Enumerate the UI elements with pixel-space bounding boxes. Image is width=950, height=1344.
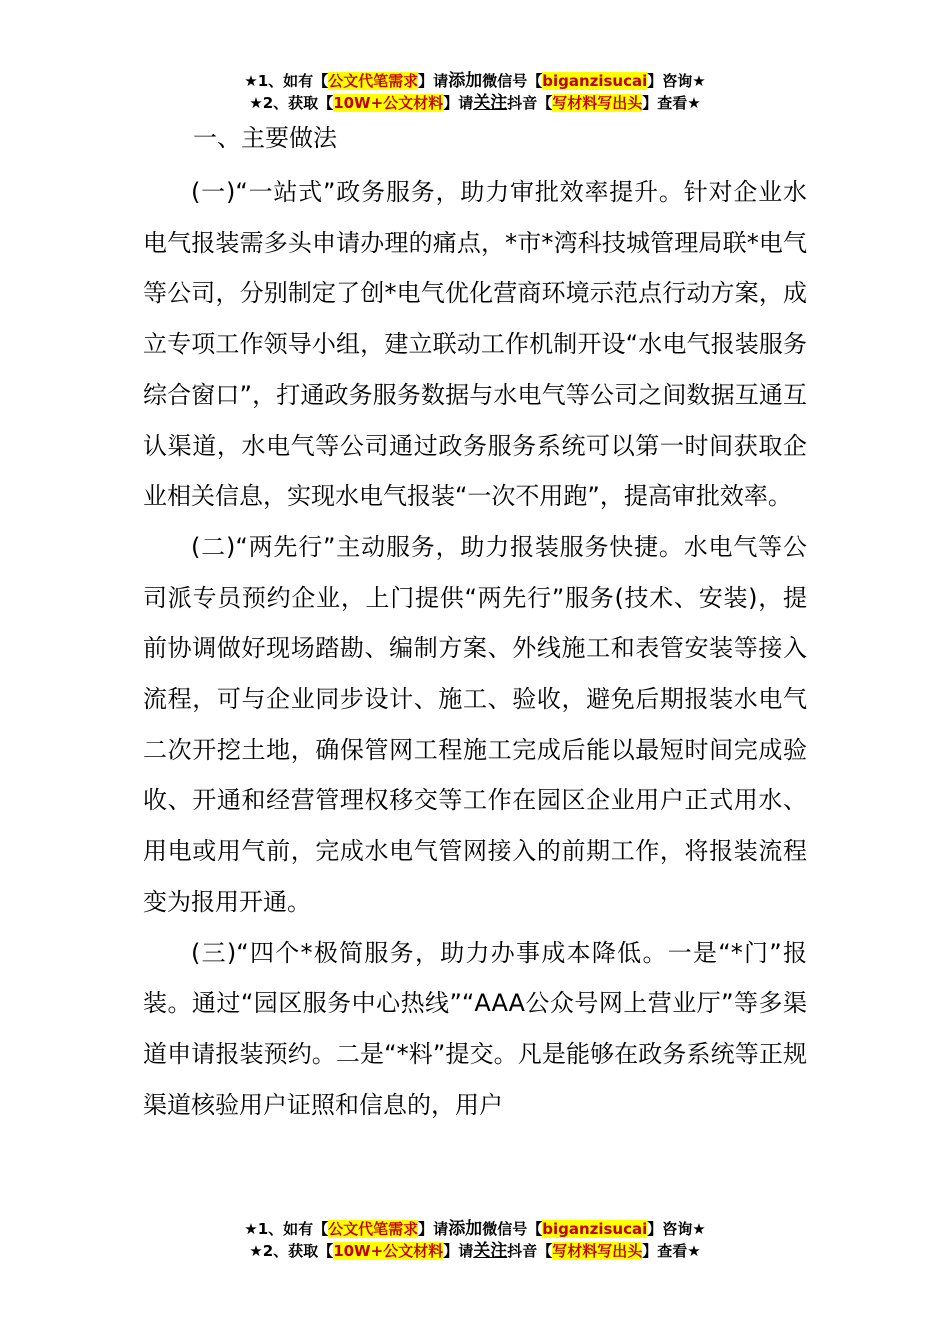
emphasis-text: 添加 xyxy=(448,1219,483,1239)
banner-text: 】查看★ xyxy=(642,94,701,112)
wechat-id: biganzisucai xyxy=(542,1220,648,1238)
paragraph-1 xyxy=(143,167,807,522)
banner-text: 】请 xyxy=(443,94,474,112)
emphasis-text: 关注 xyxy=(473,93,508,113)
section-heading: 一、主要做法 xyxy=(193,124,337,152)
top-banner xyxy=(0,70,950,114)
banner-text: 抖音【 xyxy=(507,1242,553,1260)
bottom-banner xyxy=(0,1218,950,1262)
douyin-id: 写材料写出头 xyxy=(552,94,643,112)
emphasis-text: 添加 xyxy=(448,71,483,91)
banner-text: 】查看★ xyxy=(642,1242,701,1260)
banner-text: 】咨询★ xyxy=(647,72,706,90)
banner-text: ★1、如有【 xyxy=(244,72,329,90)
banner-text: 】咨询★ xyxy=(647,1220,706,1238)
paragraph-2 xyxy=(143,522,807,928)
paragraph-text: (三)“四个*极简服务，助力办事成本降低。一是“*门”报装。通过“园区服务中心热线”“AAA公众号网上营业厅”等多渠道申请报装预约。二是“*料”提交。凡是能够在政务系统等正规渠道核验用户证照和信息的，用户 xyxy=(143,938,807,1119)
highlight-text: 公文代笔需求 xyxy=(328,1220,419,1238)
banner-line-1 xyxy=(0,1218,950,1240)
douyin-id: 写材料写出头 xyxy=(552,1242,643,1260)
emphasis-text: 关注 xyxy=(473,1241,508,1261)
highlight-text: 公文代笔需求 xyxy=(328,72,419,90)
banner-text: 】请 xyxy=(418,1220,449,1238)
highlight-text: 10W+公文材料 xyxy=(333,94,444,112)
paragraph-3 xyxy=(143,928,807,1131)
banner-line-1 xyxy=(0,70,950,92)
banner-line-2 xyxy=(0,92,950,114)
banner-line-2 xyxy=(0,1240,950,1262)
banner-text: 微信号【 xyxy=(482,1220,543,1238)
banner-text: 抖音【 xyxy=(507,94,553,112)
banner-text: ★2、获取【 xyxy=(249,94,334,112)
banner-text: 】请 xyxy=(443,1242,474,1260)
document-body xyxy=(143,113,807,1130)
banner-text: ★2、获取【 xyxy=(249,1242,334,1260)
banner-text: ★1、如有【 xyxy=(244,1220,329,1238)
banner-text: 】请 xyxy=(418,72,449,90)
banner-text: 微信号【 xyxy=(482,72,543,90)
paragraph-text: (二)“两先行”主动服务，助力报装服务快捷。水电气等公司派专员预约企业，上门提供“两先行”服务(技术、安装)，提前协调做好现场踏勘、编制方案、外线施工和表管安装等接入流程，可与企业同步设计、施工、验收，避免后期报装水电气二次开挖土地，确保管网工程施工完成后能以最短时间完成验收、开通和经营管理权移交等工作在园区企业用户正式用水、用电或用气前，完成水电气管网接入的前期工作，将报装流程变为报用开通。 xyxy=(143,532,807,916)
wechat-id: biganzisucai xyxy=(542,72,648,90)
paragraph-text: (一)“一站式”政务服务，助力审批效率提升。针对企业水电气报装需多头申请办理的痛点，*市*湾科技城管理局联*电气等公司，分别制定了创*电气优化营商环境示范点行动方案，成立专项工作领导小组，建立联动工作机制开设“水电气报装服务综合窗口”，打通政务服务数据与水电气等公司之间数据互通互认渠道，水电气等公司通过政务服务系统可以第一时间获取企业相关信息，实现水电气报装“一次不用跑”，提高审批效率。 xyxy=(143,178,807,511)
highlight-text: 10W+公文材料 xyxy=(333,1242,444,1260)
